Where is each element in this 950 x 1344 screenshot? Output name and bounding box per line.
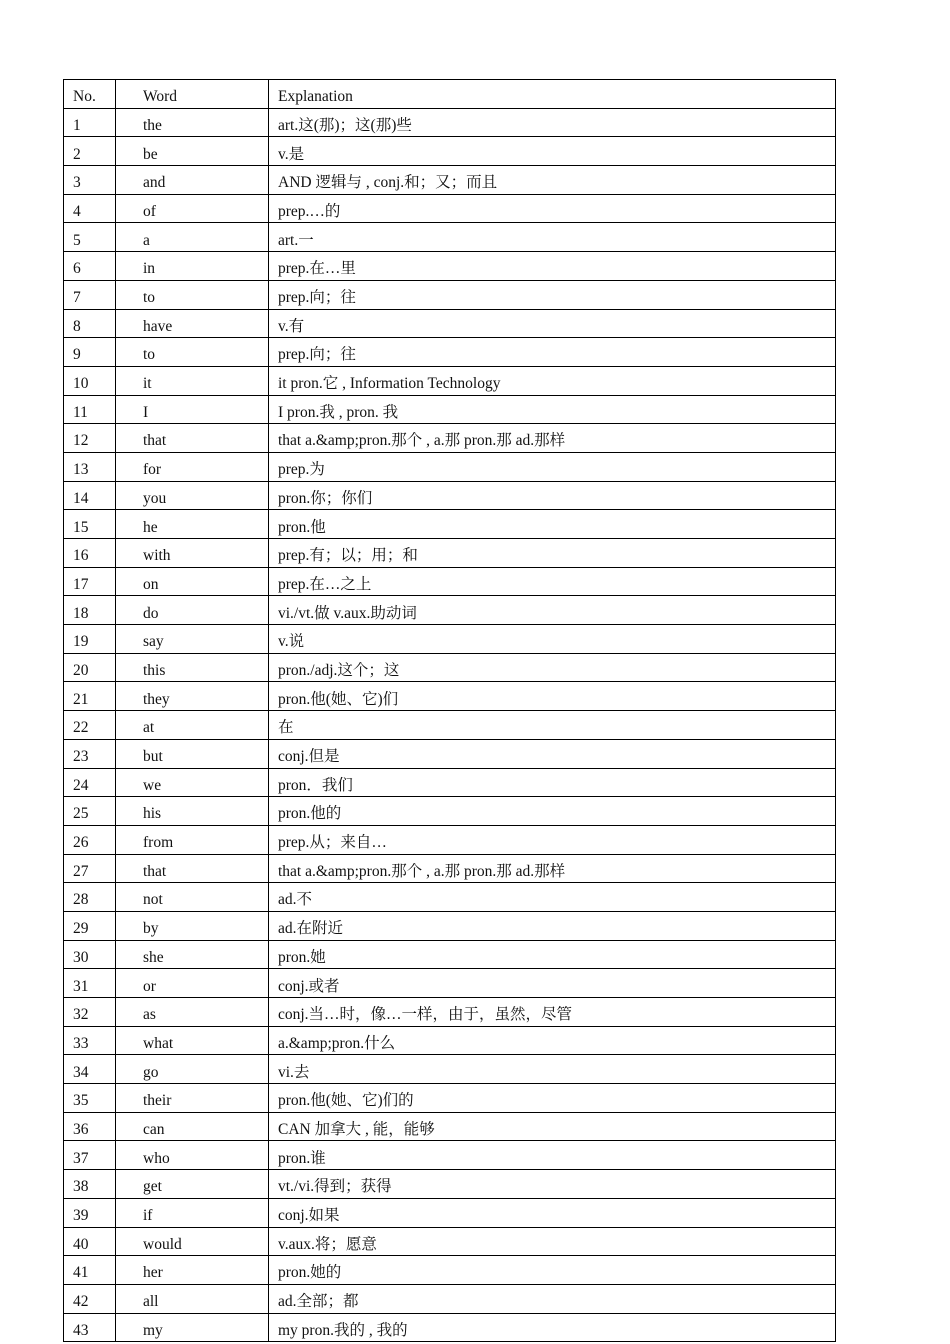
table-row <box>64 998 836 1027</box>
row-number: 6 <box>64 252 116 281</box>
row-explanation: AND 逻辑与 , conj.和；又；而且 <box>269 166 836 195</box>
row-word: this <box>116 653 269 682</box>
row-word: go <box>116 1055 269 1084</box>
table-row <box>64 137 836 166</box>
row-word: his <box>116 797 269 826</box>
row-explanation: prep.向；往 <box>269 280 836 309</box>
table-row <box>64 768 836 797</box>
row-number: 37 <box>64 1141 116 1170</box>
table-row <box>64 739 836 768</box>
row-number: 36 <box>64 1112 116 1141</box>
row-number: 9 <box>64 338 116 367</box>
row-explanation: ad.不 <box>269 883 836 912</box>
table-row <box>64 596 836 625</box>
row-word: to <box>116 338 269 367</box>
row-explanation: v.有 <box>269 309 836 338</box>
row-number: 1 <box>64 108 116 137</box>
table-row <box>64 395 836 424</box>
header-no: No. <box>64 80 116 109</box>
row-number: 31 <box>64 969 116 998</box>
row-word: not <box>116 883 269 912</box>
vocabulary-table-body <box>64 80 836 1342</box>
row-word: the <box>116 108 269 137</box>
row-number: 29 <box>64 911 116 940</box>
row-explanation: v.aux.将；愿意 <box>269 1227 836 1256</box>
row-number: 40 <box>64 1227 116 1256</box>
row-number: 14 <box>64 481 116 510</box>
row-number: 39 <box>64 1198 116 1227</box>
row-word: to <box>116 280 269 309</box>
row-word: and <box>116 166 269 195</box>
row-number: 21 <box>64 682 116 711</box>
header-explanation: Explanation <box>269 80 836 109</box>
row-word: on <box>116 567 269 596</box>
row-explanation: pron.他的 <box>269 797 836 826</box>
vocabulary-table <box>63 79 836 1342</box>
row-word: their <box>116 1084 269 1113</box>
row-explanation: my pron.我的 , 我的 <box>269 1313 836 1342</box>
row-number: 12 <box>64 424 116 453</box>
table-row <box>64 653 836 682</box>
row-word: would <box>116 1227 269 1256</box>
table-row <box>64 252 836 281</box>
row-number: 28 <box>64 883 116 912</box>
row-word: he <box>116 510 269 539</box>
row-explanation: pron.她 <box>269 940 836 969</box>
row-explanation: a.&amp;pron.什么 <box>269 1026 836 1055</box>
table-row <box>64 510 836 539</box>
table-row <box>64 711 836 740</box>
row-number: 26 <box>64 825 116 854</box>
table-row <box>64 682 836 711</box>
row-explanation: I pron.我 , pron. 我 <box>269 395 836 424</box>
row-explanation: pron.他 <box>269 510 836 539</box>
row-number: 23 <box>64 739 116 768</box>
row-number: 16 <box>64 539 116 568</box>
table-row <box>64 1112 836 1141</box>
row-word: get <box>116 1170 269 1199</box>
table-row <box>64 280 836 309</box>
table-row <box>64 1055 836 1084</box>
table-row <box>64 166 836 195</box>
row-explanation: art.这(那)；这(那)些 <box>269 108 836 137</box>
row-explanation: CAN 加拿大 , 能，能够 <box>269 1112 836 1141</box>
table-row <box>64 969 836 998</box>
row-number: 32 <box>64 998 116 1027</box>
row-word: her <box>116 1256 269 1285</box>
row-word: do <box>116 596 269 625</box>
row-word: a <box>116 223 269 252</box>
row-word: can <box>116 1112 269 1141</box>
row-word: my <box>116 1313 269 1342</box>
row-word: with <box>116 539 269 568</box>
row-word: it <box>116 366 269 395</box>
row-explanation: pron.谁 <box>269 1141 836 1170</box>
row-explanation: prep.有；以；用；和 <box>269 539 836 568</box>
table-header-row <box>64 80 836 109</box>
table-row <box>64 883 836 912</box>
table-row <box>64 366 836 395</box>
table-row <box>64 854 836 883</box>
row-explanation: prep.…的 <box>269 194 836 223</box>
row-explanation: pron.他(她、它)们 <box>269 682 836 711</box>
row-explanation: conj.如果 <box>269 1198 836 1227</box>
row-explanation: ad.在附近 <box>269 911 836 940</box>
row-number: 10 <box>64 366 116 395</box>
row-explanation: ad.全部；都 <box>269 1284 836 1313</box>
row-explanation: prep.从；来自… <box>269 825 836 854</box>
row-number: 19 <box>64 625 116 654</box>
row-explanation: 在 <box>269 711 836 740</box>
row-number: 22 <box>64 711 116 740</box>
row-word: but <box>116 739 269 768</box>
row-explanation: conj.或者 <box>269 969 836 998</box>
row-number: 18 <box>64 596 116 625</box>
row-word: that <box>116 424 269 453</box>
row-number: 33 <box>64 1026 116 1055</box>
row-explanation: vt./vi.得到；获得 <box>269 1170 836 1199</box>
row-word: who <box>116 1141 269 1170</box>
table-row <box>64 338 836 367</box>
row-number: 34 <box>64 1055 116 1084</box>
row-word: you <box>116 481 269 510</box>
row-explanation: it pron.它 , Information Technology <box>269 366 836 395</box>
row-word: they <box>116 682 269 711</box>
row-explanation: that a.&amp;pron.那个 , a.那 pron.那 ad.那样 <box>269 424 836 453</box>
row-number: 2 <box>64 137 116 166</box>
row-number: 41 <box>64 1256 116 1285</box>
table-row <box>64 1227 836 1256</box>
row-word: that <box>116 854 269 883</box>
table-row <box>64 1313 836 1342</box>
table-row <box>64 309 836 338</box>
row-number: 3 <box>64 166 116 195</box>
row-explanation: vi./vt.做 v.aux.助动词 <box>269 596 836 625</box>
row-number: 20 <box>64 653 116 682</box>
row-number: 13 <box>64 452 116 481</box>
table-row <box>64 940 836 969</box>
table-row <box>64 1084 836 1113</box>
row-word: have <box>116 309 269 338</box>
row-explanation: prep.向；往 <box>269 338 836 367</box>
row-word: of <box>116 194 269 223</box>
row-number: 11 <box>64 395 116 424</box>
row-explanation: v.说 <box>269 625 836 654</box>
row-explanation: conj.当…时，像…一样，由于，虽然，尽管 <box>269 998 836 1027</box>
row-word: be <box>116 137 269 166</box>
row-explanation: conj.但是 <box>269 739 836 768</box>
row-number: 43 <box>64 1313 116 1342</box>
row-explanation: pron.你；你们 <box>269 481 836 510</box>
row-word: if <box>116 1198 269 1227</box>
row-word: I <box>116 395 269 424</box>
row-explanation: vi.去 <box>269 1055 836 1084</box>
table-row <box>64 1170 836 1199</box>
table-row <box>64 452 836 481</box>
row-explanation: prep.为 <box>269 452 836 481</box>
header-word: Word <box>116 80 269 109</box>
row-word: as <box>116 998 269 1027</box>
row-number: 24 <box>64 768 116 797</box>
row-word: by <box>116 911 269 940</box>
row-word: what <box>116 1026 269 1055</box>
table-row <box>64 1256 836 1285</box>
table-row <box>64 108 836 137</box>
row-number: 42 <box>64 1284 116 1313</box>
table-row <box>64 567 836 596</box>
row-number: 27 <box>64 854 116 883</box>
row-explanation: prep.在…之上 <box>269 567 836 596</box>
table-row <box>64 911 836 940</box>
row-word: all <box>116 1284 269 1313</box>
row-word: or <box>116 969 269 998</box>
row-number: 35 <box>64 1084 116 1113</box>
table-row <box>64 223 836 252</box>
row-explanation: pron.他(她、它)们的 <box>269 1084 836 1113</box>
table-row <box>64 424 836 453</box>
row-explanation: art.一 <box>269 223 836 252</box>
row-number: 5 <box>64 223 116 252</box>
table-row <box>64 797 836 826</box>
row-explanation: pron./adj.这个；这 <box>269 653 836 682</box>
row-word: in <box>116 252 269 281</box>
table-row <box>64 194 836 223</box>
row-word: say <box>116 625 269 654</box>
row-number: 7 <box>64 280 116 309</box>
table-row <box>64 1026 836 1055</box>
row-word: from <box>116 825 269 854</box>
row-explanation: prep.在…里 <box>269 252 836 281</box>
table-row <box>64 539 836 568</box>
table-row <box>64 481 836 510</box>
table-row <box>64 825 836 854</box>
row-number: 17 <box>64 567 116 596</box>
row-word: for <box>116 452 269 481</box>
row-number: 8 <box>64 309 116 338</box>
row-number: 38 <box>64 1170 116 1199</box>
row-word: she <box>116 940 269 969</box>
table-row <box>64 1198 836 1227</box>
row-word: we <box>116 768 269 797</box>
row-number: 4 <box>64 194 116 223</box>
row-number: 30 <box>64 940 116 969</box>
row-number: 15 <box>64 510 116 539</box>
row-explanation: pron．我们 <box>269 768 836 797</box>
table-row <box>64 1284 836 1313</box>
row-explanation: pron.她的 <box>269 1256 836 1285</box>
row-word: at <box>116 711 269 740</box>
row-number: 25 <box>64 797 116 826</box>
table-row <box>64 1141 836 1170</box>
row-explanation: v.是 <box>269 137 836 166</box>
table-row <box>64 625 836 654</box>
row-explanation: that a.&amp;pron.那个 , a.那 pron.那 ad.那样 <box>269 854 836 883</box>
